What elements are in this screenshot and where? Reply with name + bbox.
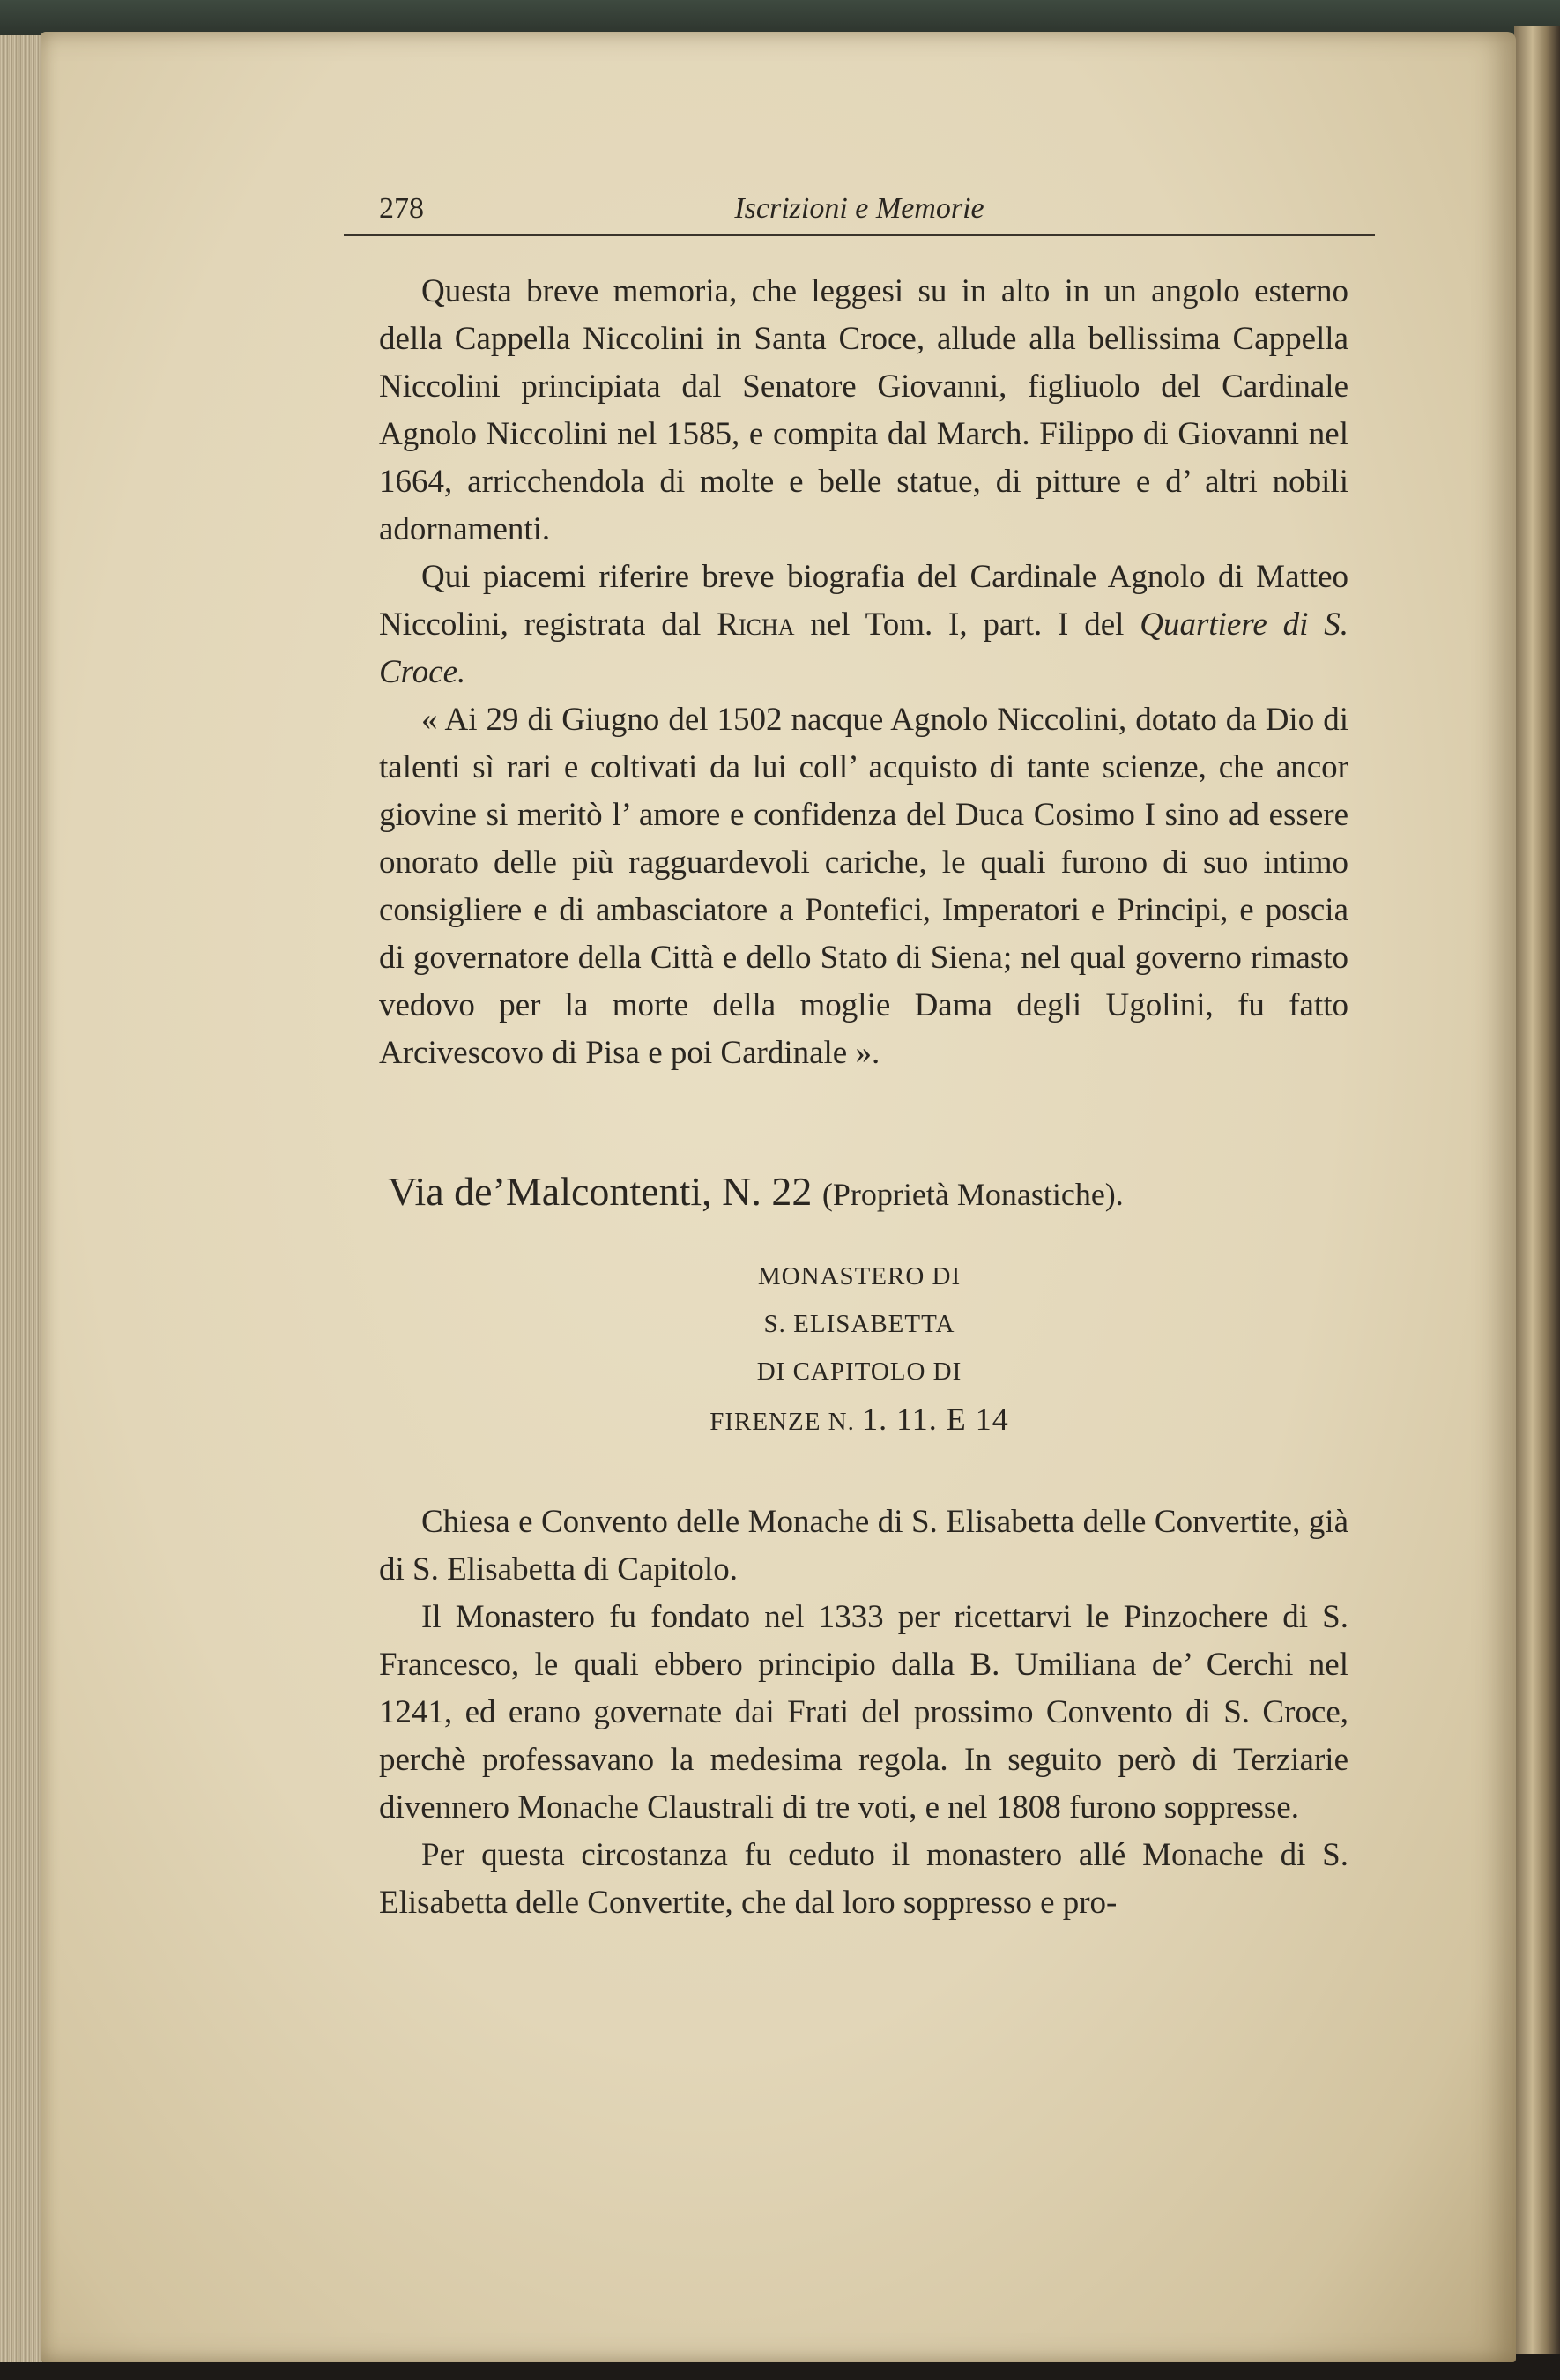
inscription-line-3: DI CAPITOLO DI — [756, 1357, 962, 1386]
body-paragraph-2: Il Monastero fu fondato nel 1333 per ricettarvi le Pinzochere di S. Francesco, le quali ebbero principio dalla B. Umiliana de’ Cerchi nel 1241, ed erano governate dai Frati del prossimo Convento di S. Croce, perchè professavano la medesima regola. In seguito però di Terziarie divennero Monache Claustrali di tre voti, e nel 1808 furono soppresse. — [379, 1599, 1348, 1826]
section-heading — [344, 1165, 1375, 1221]
intro-p2-text: Qui piacemi riferire breve biografia del Cardinale Agnolo di Matteo Niccolini, registrata dal — [379, 559, 1348, 643]
book-page — [41, 32, 1516, 2362]
intro-paragraph-3: « Ai 29 di Giugno del 1502 nacque Agnolo Niccolini, dotato da Dio di talenti sì rari e coltivati da lui coll’ acquisto di tante scienze, che ancor giovine si meritò l’ amore e confidenza del Duca Cosimo I sino ad essere onorato delle più ragguardevoli cariche, le quali furono di suo intimo consigliere e di ambasciatore a Pontefici, Imperatori e Principi, e poscia di governatore della Città e dello Stato di Siena; nel qual governo rimasto vedovo per la morte della moglie Dama degli Ugolini, fu fatto Arcivescovo di Pisa e poi Cardinale ». — [379, 702, 1348, 1071]
body-paragraph-1: Chiesa e Convento delle Monache di S. Elisabetta delle Convertite, già di S. Elisabetta di Capitolo. — [379, 1504, 1348, 1588]
page-content — [344, 173, 1375, 1927]
intro-p2-middle: nel Tom. I, part. I del — [794, 606, 1140, 643]
inscription-line-4-numbers: 1. 11. E 14 — [862, 1402, 1009, 1437]
work-title: Quartiere di S. Croce. — [379, 606, 1348, 690]
author-name: Richa — [717, 606, 795, 643]
inscription-line-2: S. ELISABETTA — [763, 1310, 955, 1338]
section-heading-title: Via de’Malcontenti, N. 22 — [388, 1169, 813, 1214]
inscription-line-4-text: FIRENZE N. — [709, 1408, 855, 1436]
inscription-line-1: MONASTERO DI — [757, 1262, 962, 1290]
background-cloth — [0, 0, 1560, 35]
page-number: 278 — [379, 192, 424, 225]
section-heading-note: (Proprietà Monastiche). — [821, 1177, 1124, 1212]
book-page-edges-left — [0, 35, 44, 2362]
running-header — [344, 173, 1375, 236]
inscription-line-4 — [344, 1395, 1375, 1446]
intro-paragraph-2 — [344, 554, 1375, 696]
intro-paragraph-1: Questa breve memoria, che leggesi su in alto in un angolo esterno della Cappella Niccolini in Santa Croce, allude alla bellissima Cappella Niccolini principiata dal Senatore Giovanni, figliuolo del Cardinale Agnolo Niccolini nel 1585, e compita dal March. Filippo di Giovanni nel 1664, arricchendola di molte e belle statue, di pitture e d’ altri nobili adornamenti. — [379, 273, 1348, 547]
running-title: Iscrizioni e Memorie — [734, 192, 984, 225]
body-paragraph-3: Per questa circostanza fu ceduto il monastero allé Monache di S. Elisabetta delle Convertite, che dal loro soppresso e pro- — [379, 1837, 1348, 1921]
book-page-edges-right — [1514, 26, 1560, 2354]
inscription-block — [344, 1253, 1375, 1446]
